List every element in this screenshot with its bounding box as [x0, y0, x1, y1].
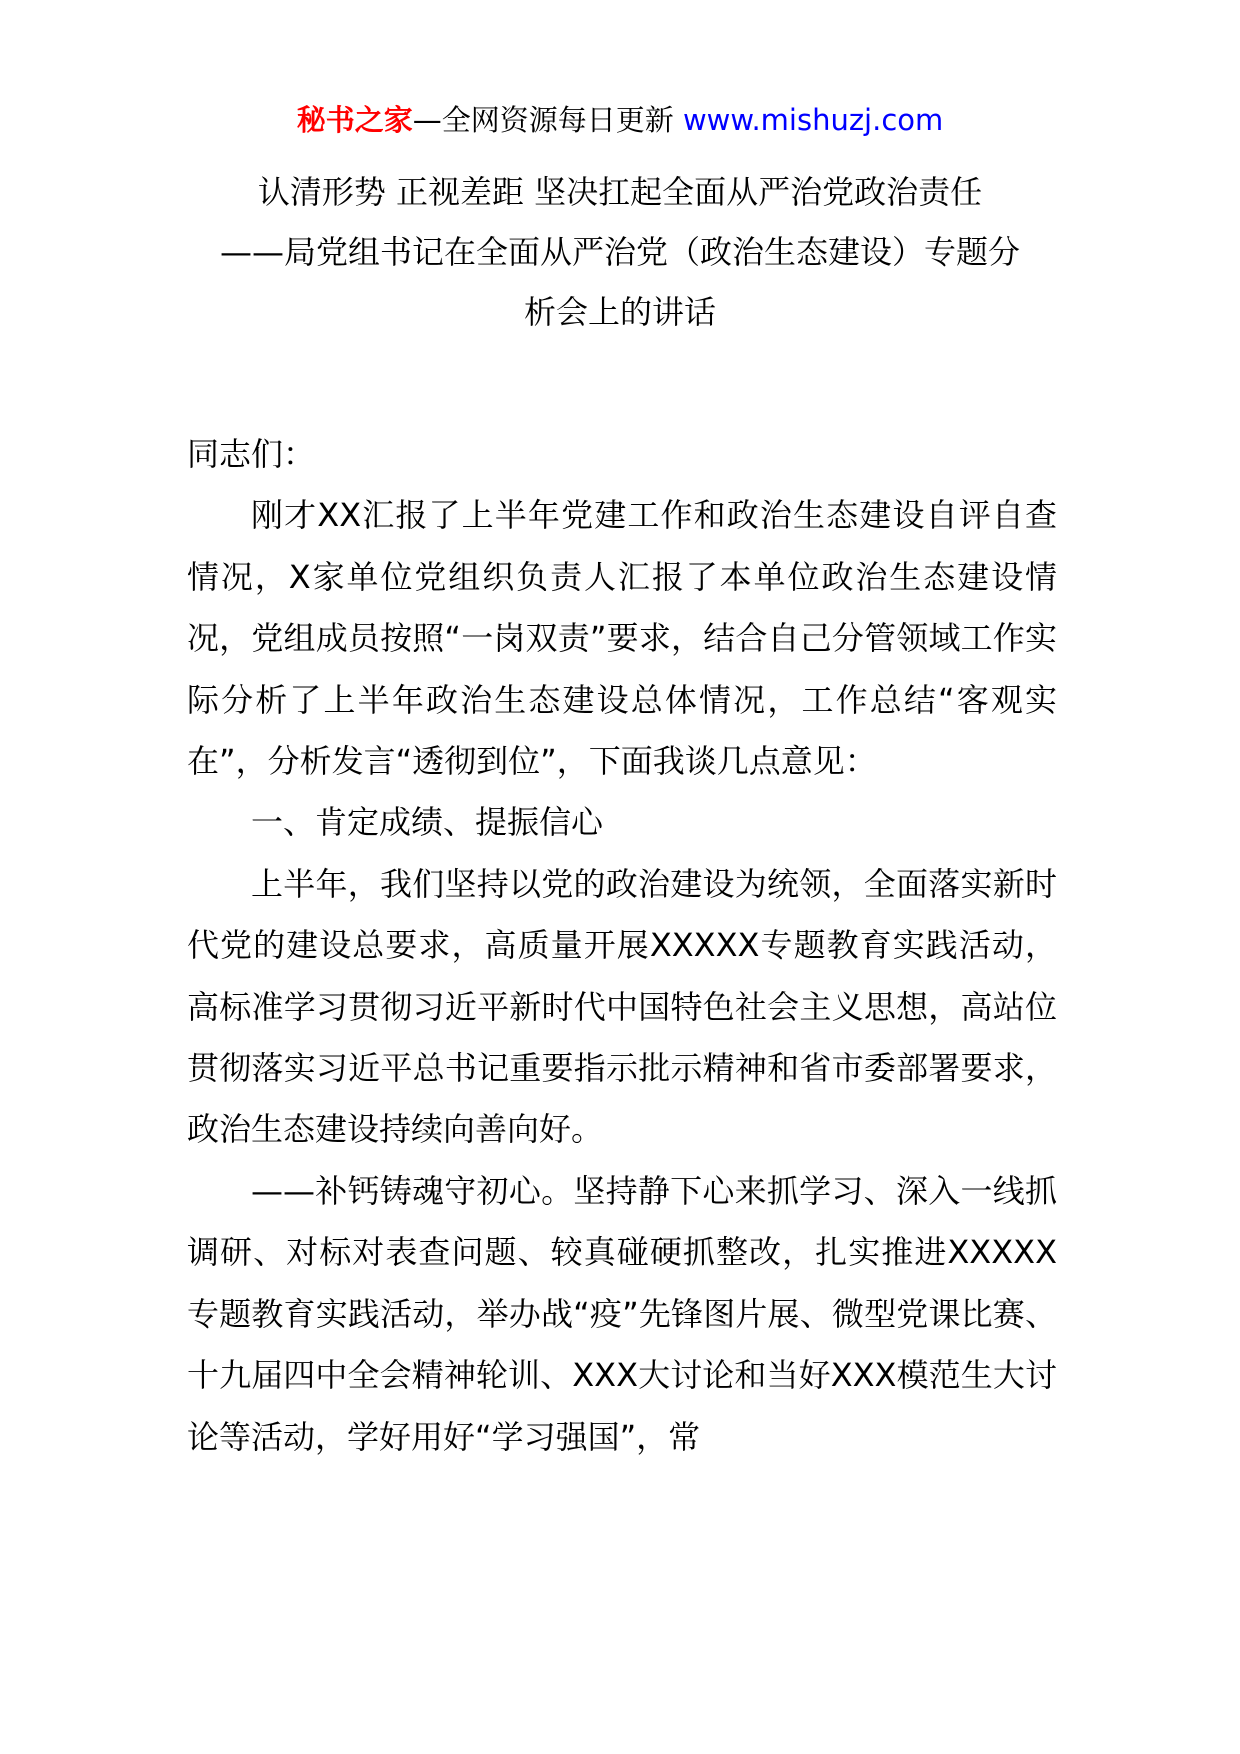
section-heading-1: 一、肯定成绩、提振信心 — [251, 803, 604, 842]
paragraph-intro: 刚才XX汇报了上半年党建工作和政治生态建设自评自查情况，X家单位党组织负责人汇报了本单位政治生态建设情况，党组成员按照“一岗双责”要求，结合自己分管领域工作实际分析了上半年政治生态建设总体情况，工作总结“客观实在”，分析发言“透彻到位”，下面我谈几点意见： — [187, 496, 1057, 781]
paragraph-achievements: 上半年，我们坚持以党的政治建设为统领，全面落实新时代党的建设总要求，高质量开展XXXXX专题教育实践活动，高标准学习贯彻习近平新时代中国特色社会主义思想，高站位贯彻落实习近平总书记重要指示批示精神和省市委部署要求，政治生态建设持续向善向好。 — [187, 864, 1057, 1149]
paragraph-soul-building: ——补钙铸魂守初心。坚持静下心来抓学习、深入一线抓调研、对标对表查问题、较真碰硬抓整改，扎实推进XXXXX专题教育实践活动，举办战“疫”先锋图片展、微型党课比赛、十九届四中全会精神轮训、XXX大讨论和当好XXX模范生大讨论等活动，学好用好“学习强国”，常 — [187, 1171, 1057, 1456]
title-line-3: 析会上的讲话 — [523, 293, 716, 331]
title-line-2: ——局党组书记在全面从严治党（政治生态建设）专题分 — [219, 233, 1020, 271]
document-title — [180, 162, 1060, 342]
salutation: 同志们： — [187, 435, 316, 473]
title-line-1: 认清形势 正视差距 坚决扛起全面从严治党政治责任 — [257, 173, 983, 211]
document-body — [187, 424, 1057, 1468]
site-header — [0, 100, 1240, 140]
brand-name: 秘书之家 — [296, 103, 413, 137]
site-slogan: —全网资源每日更新 — [412, 103, 674, 137]
site-url-link[interactable]: www.mishuzj.com — [682, 103, 944, 137]
